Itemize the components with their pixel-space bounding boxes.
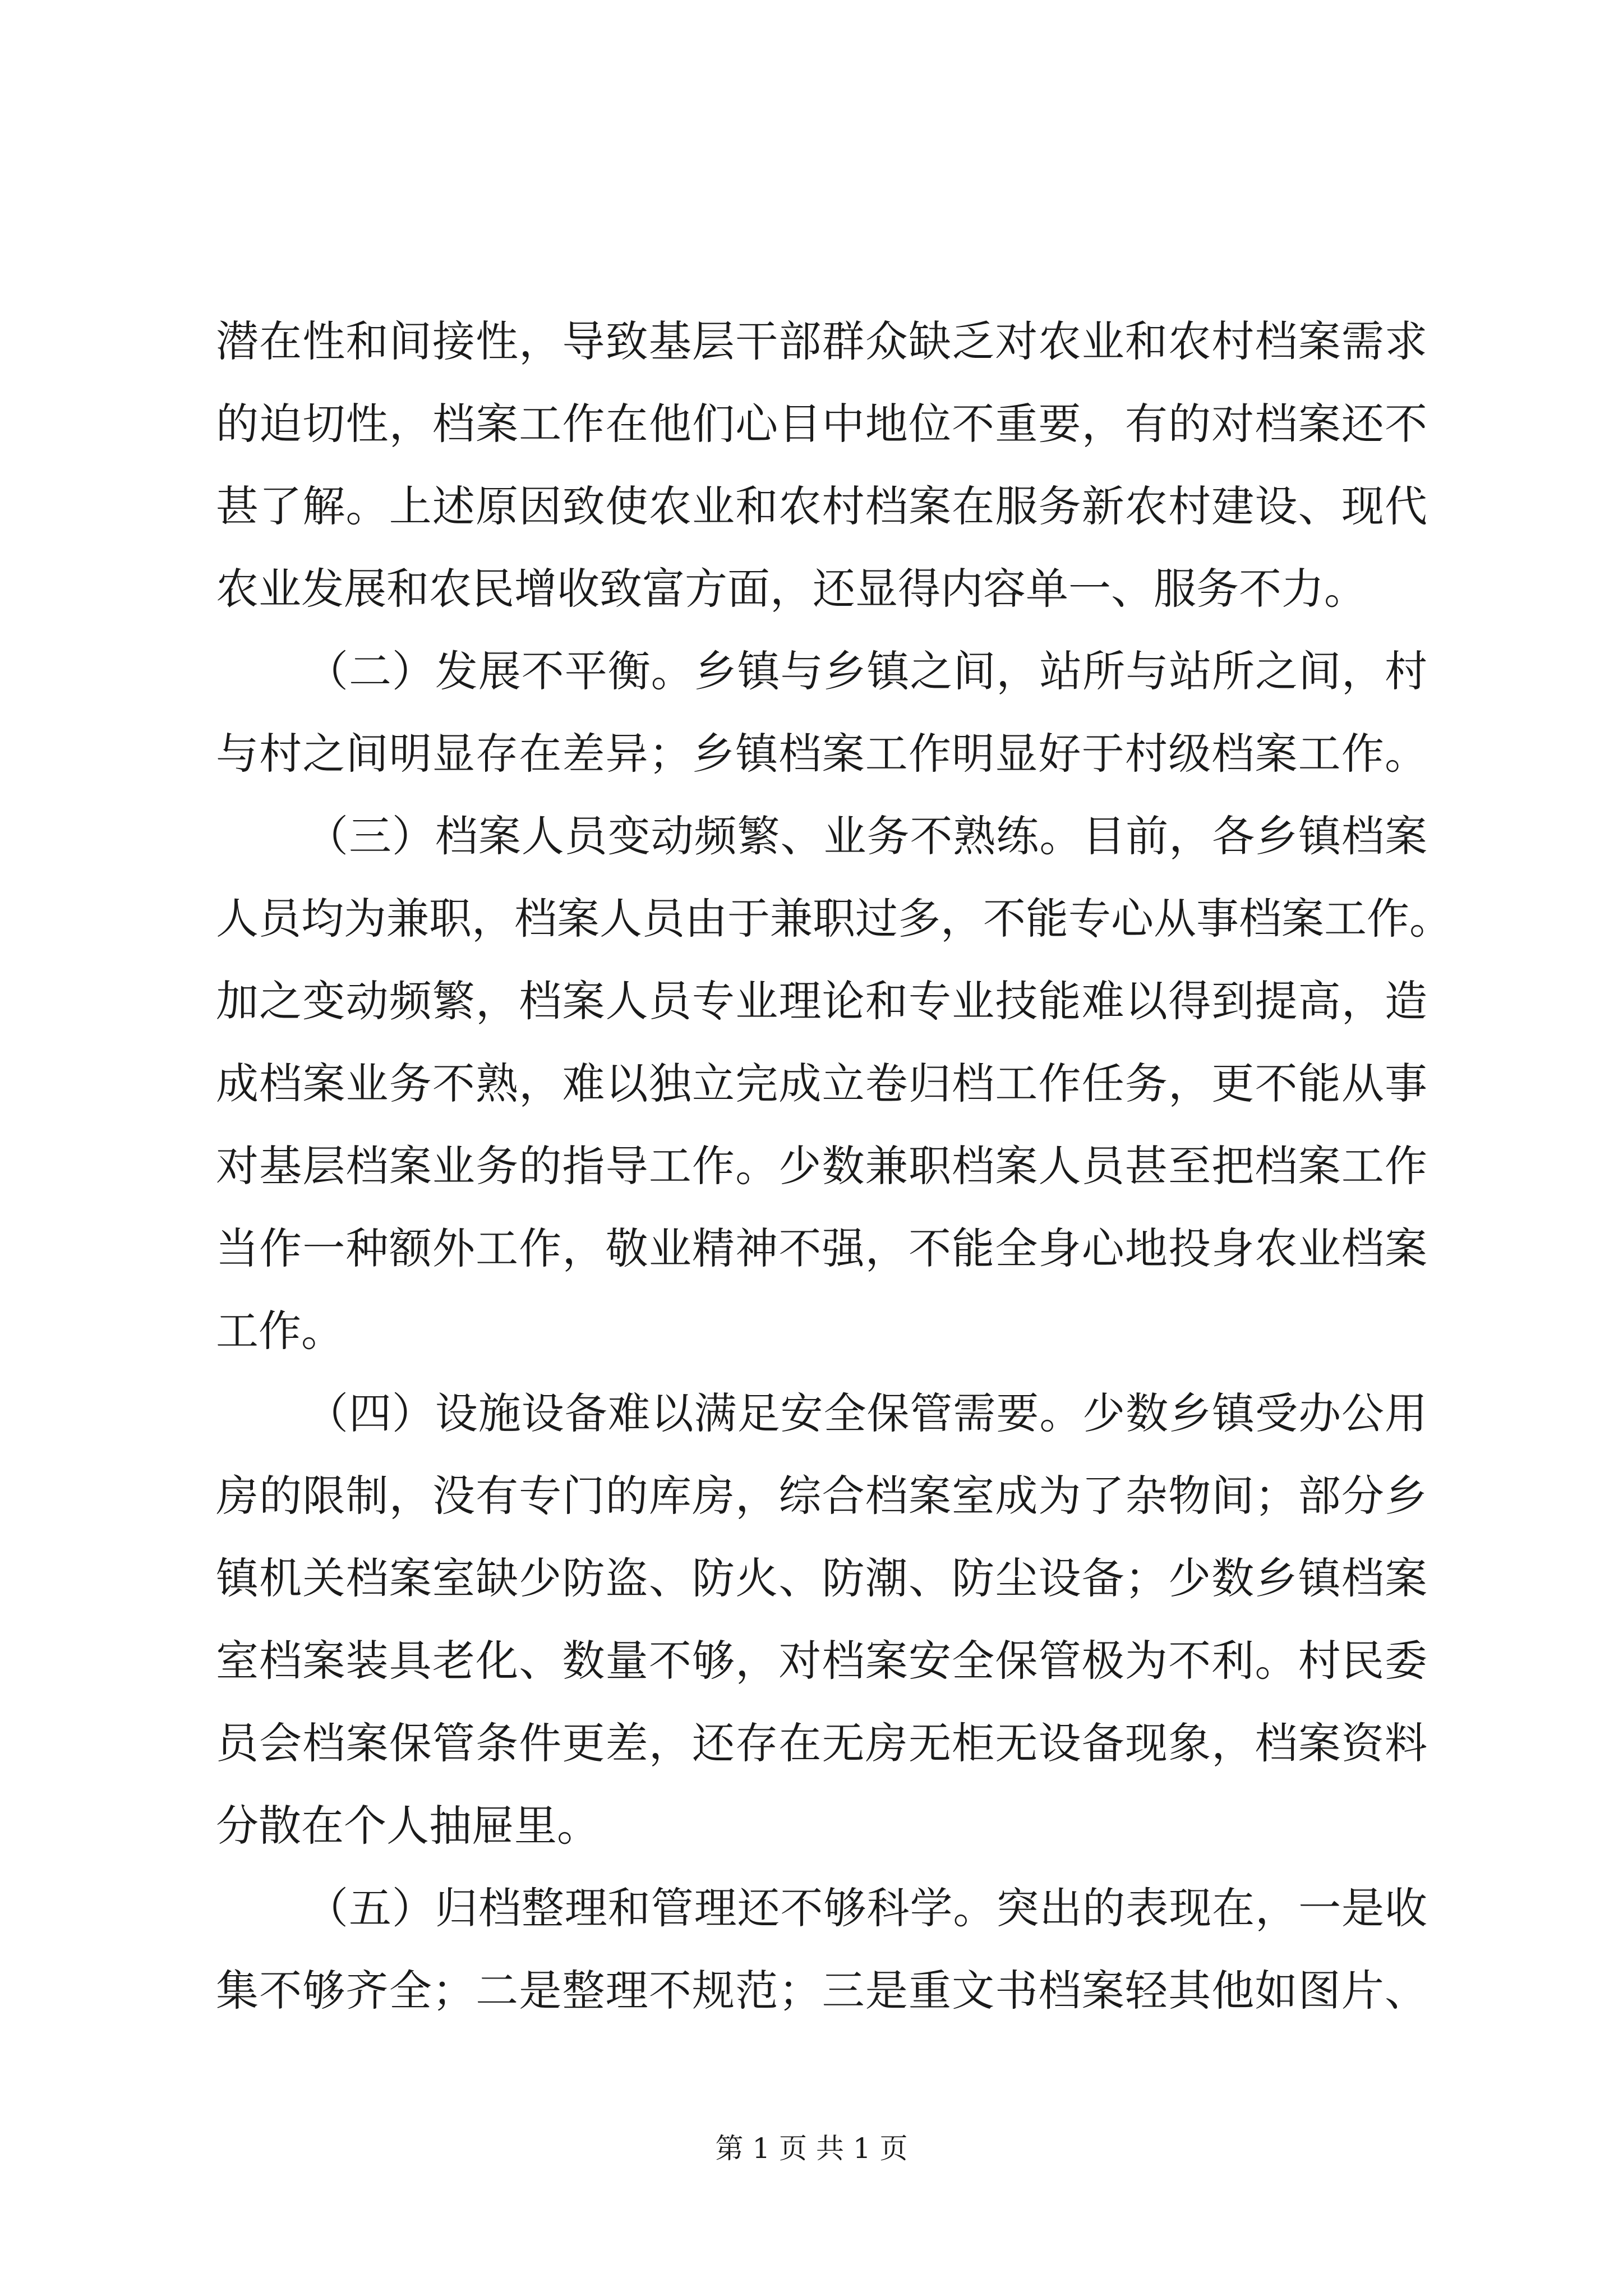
text-line: 成档案业务不熟，难以独立完成立卷归档工作任务，更不能从事 (216, 1059, 1427, 1108)
text-line: 工作。 (216, 1306, 344, 1356)
text-line: 集不够齐全；二是整理不规范；三是重文书档案轻其他如图片、 (216, 1966, 1427, 2016)
section-heading-line: （二）发展不平衡。乡镇与乡镇之间，站所与站所之间，村 (306, 646, 1427, 696)
text-line: 室档案装具老化、数量不够，对档案安全保管极为不利。村民委 (216, 1636, 1427, 1686)
section-heading-line: （五）归档整理和管理还不够科学。突出的表现在，一是收 (306, 1883, 1427, 1933)
page-number-footer: 第 1 页 共 1 页 (715, 2132, 908, 2165)
text-line: 潜在性和间接性，导致基层干部群众缺乏对农业和农村档案需求 (216, 316, 1427, 366)
text-line: 加之变动频繁，档案人员专业理论和专业技能难以得到提高，造 (216, 976, 1427, 1026)
text-line: 镇机关档案室缺少防盗、防火、防潮、防尘设备；少数乡镇档案 (216, 1553, 1427, 1603)
text-line: 人员均为兼职，档案人员由于兼职过多，不能专心从事档案工作。 (216, 894, 1452, 944)
text-line: 当作一种额外工作，敬业精神不强，不能全身心地投身农业档案 (216, 1223, 1427, 1273)
document-body (216, 300, 1452, 2032)
text-line: 与村之间明显存在差异；乡镇档案工作明显好于村级档案工作。 (216, 729, 1427, 779)
section-heading-line: （三）档案人员变动频繁、业务不熟练。目前，各乡镇档案 (306, 811, 1427, 861)
text-line: 房的限制，没有专门的库房，综合档案室成为了杂物间；部分乡 (216, 1471, 1427, 1521)
text-line: 分散在个人抽屉里。 (216, 1801, 600, 1851)
section-heading-line: （四）设施设备难以满足安全保管需要。少数乡镇受办公用 (306, 1388, 1427, 1438)
text-line: 农业发展和农民增收致富方面，还显得内容单一、服务不力。 (216, 564, 1367, 614)
text-line: 员会档案保管条件更差，还存在无房无柜无设备现象，档案资料 (216, 1718, 1427, 1768)
text-line: 的迫切性，档案工作在他们心目中地位不重要，有的对档案还不 (216, 399, 1427, 449)
text-line: 对基层档案业务的指导工作。少数兼职档案人员甚至把档案工作 (216, 1141, 1427, 1191)
text-line: 甚了解。上述原因致使农业和农村档案在服务新农村建设、现代 (216, 481, 1427, 531)
